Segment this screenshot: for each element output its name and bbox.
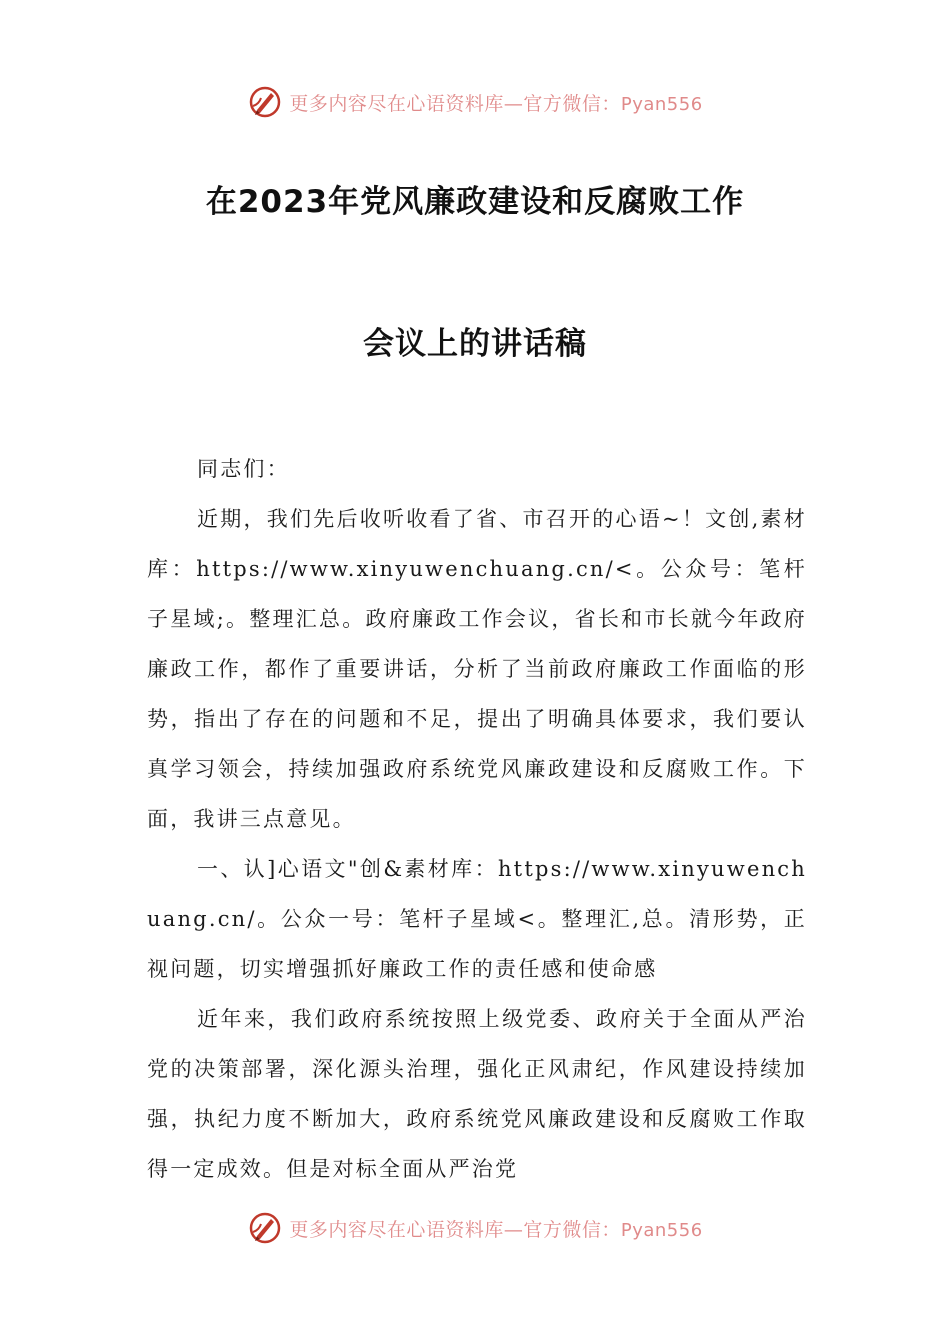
paragraph: 近期，我们先后收听收看了省、市召开的心语~！文创,素材库：https://www.xinyuwenchuang.cn/<。公众号：笔杆子星域;。整理汇总。政府廉政工作会议，省长和市长就今年政府廉政工作，都作了重要讲话，分析了当前政府廉政工作面临的形势，指出了存在的问题和不足，提出了明确具体要求，我们要认真学习领会，持续加强政府系统党风廉政建设和反腐败工作。下面，我讲三点意见。 [147,507,807,831]
document-body [147,444,807,1194]
banner-text: 更多内容尽在心语资料库—官方微信：Pyan556 [289,1218,703,1241]
document-title-line-2: 会议上的讲话稿 [363,326,587,362]
paragraph-salutation: 同志们： [197,457,290,481]
wechat-id: Pyan556 [620,93,703,115]
paragraph: 近年来，我们政府系统按照上级党委、政府关于全面从严治党的决策部署，深化源头治理，强化正风肃纪，作风建设持续加强，执纪力度不断加大，政府系统党风廉政建设和反腐败工作取得一定成效。但是对标全面从严治党 [147,1007,807,1181]
banner-text: 更多内容尽在心语资料库—官方微信：Pyan556 [289,92,703,115]
footer-banner [0,1208,950,1248]
header-banner [0,82,950,122]
paragraph-section-heading: 一、认]心语文"创&素材库：https://www.xinyuwenchuang.cn/。公众一号：笔杆子星域<。整理汇,总。清形势，正视问题，切实增强抓好廉政工作的责任感和使命感 [147,857,807,981]
wechat-id: Pyan556 [620,1219,703,1241]
pen-logo-icon [247,1210,283,1246]
document-title-line-1: 在2023年党风廉政建设和反腐败工作 [205,184,745,220]
pen-logo-icon [247,84,283,120]
